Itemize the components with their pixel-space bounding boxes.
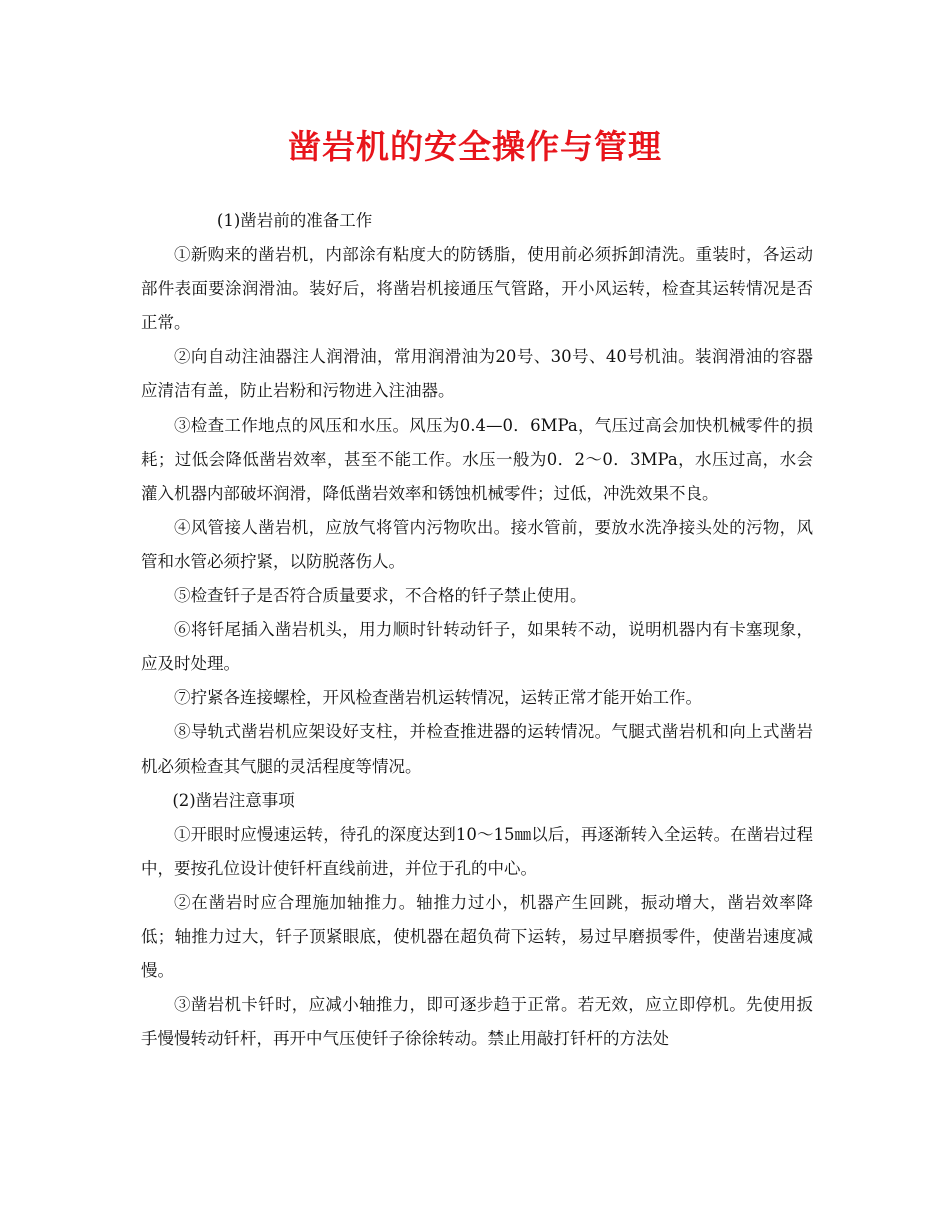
- paragraph-item-7: ⑦拧紧各连接螺栓，开风检查凿岩机运转情况，运转正常才能开始工作。: [174, 688, 702, 708]
- paragraph-item-1: ①新购来的凿岩机，内部涂有粘度大的防锈脂，使用前必须拆卸清洗。重装时，各运动部件表面要涂润滑油。装好后，将凿岩机接通压气管路，开小风运转，检查其运转情况是否正常。: [141, 245, 813, 333]
- section-heading-preparation: (1)凿岩前的准备工作: [216, 211, 373, 230]
- section-heading-precautions: (2)凿岩注意事项: [172, 790, 295, 810]
- paragraph-item-2: ②向自动注油器注人润滑油，常用润滑油为20号、30号、40号机油。装润滑油的容器应清洁有盖，防止岩粉和污物进入注油器。: [141, 347, 813, 401]
- paragraph-item-4: ④风管接人凿岩机，应放气将管内污物吹出。接水管前，要放水洗净接头处的污物，风管和水管必须拧紧，以防脱落伤人。: [141, 517, 813, 571]
- paragraph-precaution-2: ②在凿岩时应合理施加轴推力。轴推力过小，机器产生回跳，振动增大，凿岩效率降低；轴推力过大，钎子顶紧眼底，使机器在超负荷下运转，易过早磨损零件，使凿岩速度减慢。: [141, 892, 813, 981]
- document-body: [141, 204, 813, 1056]
- paragraph-item-5: ⑤检查钎子是否符合质量要求，不合格的钎子禁止使用。: [174, 586, 587, 606]
- paragraph-item-6: ⑥将钎尾插入凿岩机头，用力顺时针转动钎子，如果转不动，说明机器内有卡塞现象，应及时处理。: [141, 620, 813, 674]
- paragraph-item-8: ⑧导轨式凿岩机应架设好支柱，并检查推进器的运转情况。气腿式凿岩机和向上式凿岩机必须检查其气腿的灵活程度等情况。: [141, 722, 813, 776]
- paragraph-item-3: ③检查工作地点的风压和水压。风压为0.4—0．6MPa，气压过高会加快机械零件的损耗；过低会降低凿岩效率，甚至不能工作。水压一般为0．2～0．3MPa，水压过高，水会灌入机器内部破坏润滑，降低凿岩效率和锈蚀机械零件；过低，冲洗效果不良。: [141, 415, 813, 503]
- document-title: 凿岩机的安全操作与管理: [288, 127, 662, 166]
- paragraph-precaution-3: ③凿岩机卡钎时，应减小轴推力，即可逐步趋于正常。若无效，应立即停机。先使用扳手慢慢转动钎杆，再开中气压使钎子徐徐转动。禁止用敲打钎杆的方法处: [141, 995, 813, 1049]
- paragraph-precaution-1: ①开眼时应慢速运转，待孔的深度达到10～15㎜以后，再逐渐转入全运转。在凿岩过程中，要按孔位设计使钎杆直线前进，并位于孔的中心。: [141, 824, 813, 878]
